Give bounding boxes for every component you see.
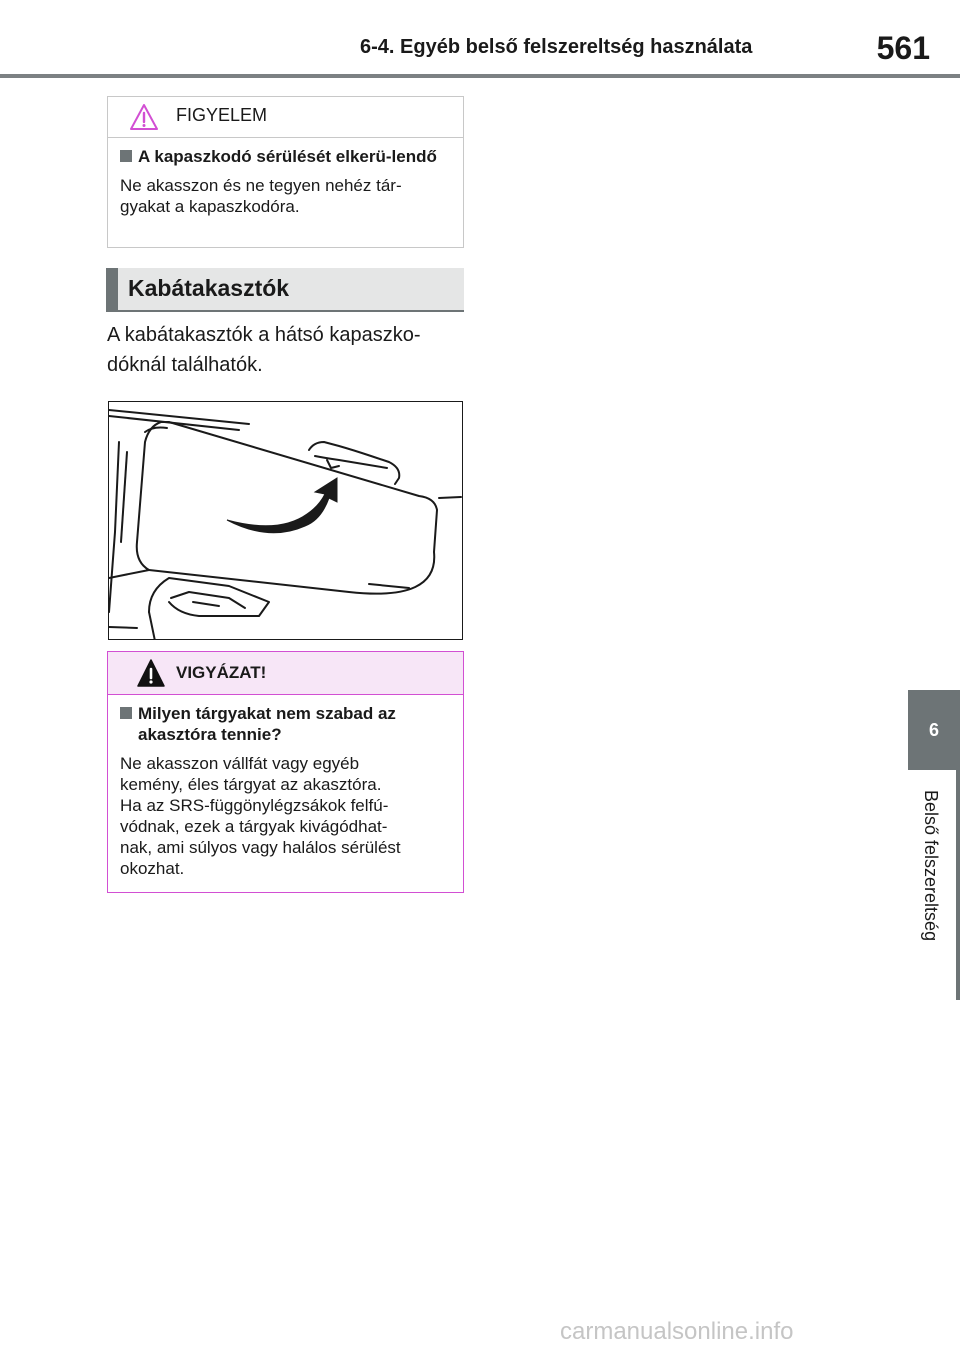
section-heading-bar: [106, 268, 464, 312]
caution-text-line: okozhat.: [120, 859, 185, 878]
chapter-label: Belső felszereltség: [921, 790, 941, 942]
caution-text-line: nak, ami súlyos vagy halálos sérülést: [120, 838, 401, 857]
caution-text: [120, 753, 451, 879]
caution-title: VIGYÁZAT!: [176, 663, 267, 682]
warning-text: Ne akasszon és ne tegyen nehéz tár-gyakat a kapaszkodóra.: [120, 176, 402, 216]
caution-heading: [120, 703, 451, 745]
caution-triangle-filled-icon: [136, 658, 166, 693]
caution-box: [107, 651, 464, 893]
bullet-square-icon: [120, 707, 132, 719]
caution-heading-text: Milyen tárgyakat nem szabad az akasztóra tennie?: [138, 704, 396, 744]
section-heading-accent: [106, 268, 118, 310]
caution-box-header: [108, 652, 463, 695]
chapter-tab-rule: [956, 770, 960, 1000]
header-rule: [0, 74, 960, 78]
caution-text-line: Ne akasszon vállfát vagy egyéb: [120, 754, 360, 773]
chapter-tab: [908, 690, 960, 770]
warning-triangle-outline-icon: [129, 103, 159, 136]
illustration-drawing: [109, 402, 463, 640]
car-interior-coat-hook-illustration: [108, 401, 463, 640]
watermark: carmanualsonline.info: [560, 1318, 794, 1345]
caution-text-line: kemény, éles tárgyat az akasztóra.: [120, 775, 382, 794]
section-body-text: A kabátakasztók a hátsó kapaszko-dóknál találhatók.: [107, 324, 421, 376]
chapter-number: 6: [928, 719, 939, 740]
warning-title: FIGYELEM: [176, 105, 268, 125]
warning-heading: [120, 146, 451, 167]
warning-box-header: [108, 97, 463, 138]
warning-heading-text: A kapaszkodó sérülését elkerü-lendő: [138, 147, 437, 166]
page-number: 561: [876, 30, 930, 66]
section-title: Kabátakasztók: [128, 275, 290, 301]
bullet-square-icon: [120, 150, 132, 162]
warning-box: [107, 96, 464, 248]
caution-text-line: Ha az SRS-függönylégzsákok felfú-: [120, 796, 389, 815]
caution-text-line: vódnak, ezek a tárgyak kivágódhat-: [120, 817, 388, 836]
header-section-title: 6-4. Egyéb belső felszereltség használata: [360, 36, 753, 58]
